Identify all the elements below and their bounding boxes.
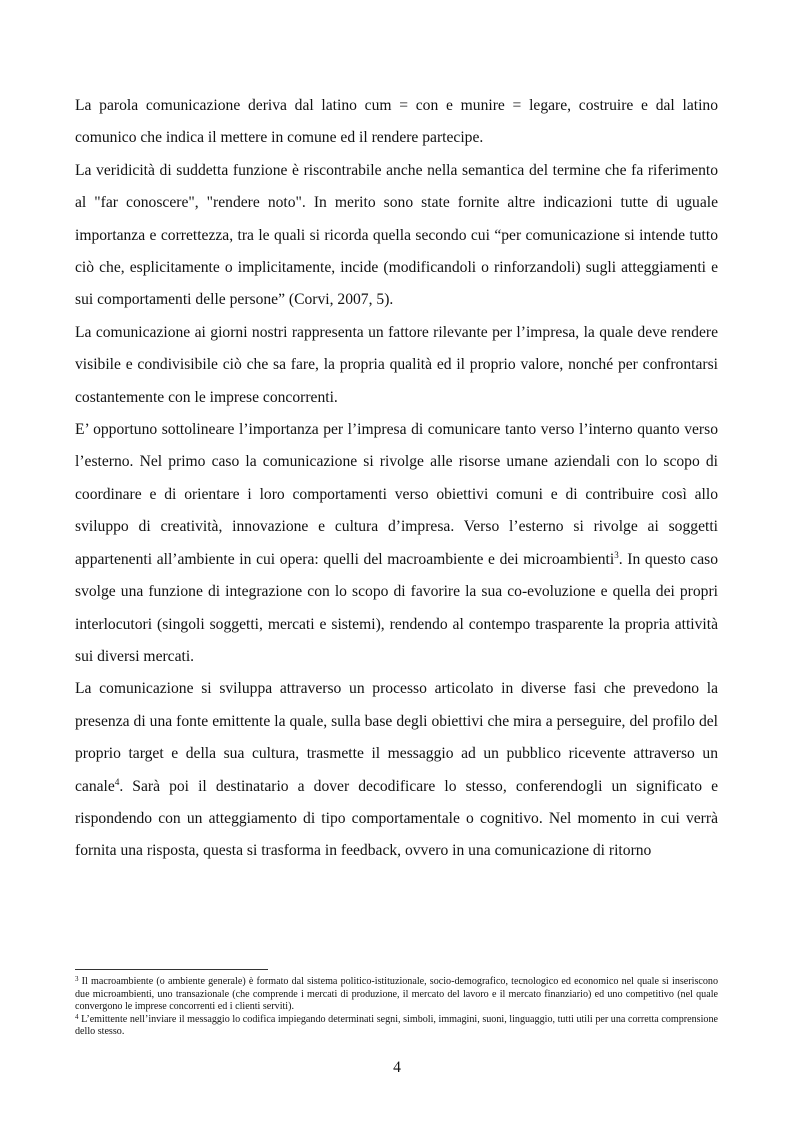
paragraph-text: E’ opportuno sottolineare l’importanza per l’impresa di comunicare tanto verso l’interno quanto verso l’esterno. Nel primo caso la comunicazione si rivolge alle risorse umane aziendali con lo scopo di coordinare e di orientare i loro comportamenti verso obiettivi comuni e di contribuire così allo sviluppo di creatività, innovazione e cultura d’impresa. Verso l’esterno si rivolge ai soggetti appartenenti all’ambiente in cui opera: quelli del macroambiente e dei microambienti (75, 421, 718, 568)
footnote-number: 4 (75, 1012, 79, 1021)
footnote-text: L’emittente nell’inviare il messaggio lo codifica impiegando determinati segni, simboli, immagini, suoni, linguaggio, tutti utili per una corretta comprensione dello stesso. (75, 1013, 718, 1038)
footnote-3 (75, 976, 718, 1014)
paragraph-text: . In questo caso svolge una funzione di integrazione con lo scopo di favorire la sua co-evoluzione e quella dei propri interlocutori (singoli soggetti, mercati e sistemi), rendendo al contempo trasparente la propria attività sui diversi mercati. (75, 550, 718, 665)
footnote-ref-4: 4 (114, 776, 120, 787)
paragraph-process (75, 673, 718, 867)
page-number: 4 (393, 1059, 401, 1076)
paragraph-semantics: La veridicità di suddetta funzione è riscontrabile anche nella semantica del termine che fa riferimento al "far conoscere", "rendere noto". In merito sono state fornite altre indicazioni tutte di uguale importanza e correttezza, tra le quali si ricorda quella secondo cui “per comunicazione si intende tutto ciò che, esplicitamente o implicitamente, incide (modificandoli o rinforzandoli) sugli atteggiamenti e sui comportamenti delle persone” (Corvi, 2007, 5). (75, 161, 718, 309)
paragraph-relevance: La comunicazione ai giorni nostri rappresenta un fattore rilevante per l’impresa, la quale deve rendere visibile e condivisibile ciò che sa fare, la propria qualità ed il proprio valore, nonché per confrontarsi costantemente con le imprese concorrenti. (75, 323, 718, 406)
paragraph-etymology: La parola comunicazione deriva dal latino cum = con e munire = legare, costruire e dal latino comunico che indica il mettere in comune ed il rendere partecipe. (75, 97, 718, 147)
footnote-text: Il macroambiente (o ambiente generale) è formato dal sistema politico-istituzionale, socio-demografico, tecnologico ed economico nel quale si inseriscono due microambienti, uno transazionale (che comprende i mercati di produzione, il mercato del lavoro e il mercato finanziario) ed uno competitivo (nel quale convergono le imprese concorrenti ed i clienti serviti). (75, 976, 718, 1013)
footnote-separator (75, 969, 268, 970)
body-text (75, 90, 718, 868)
paragraph-text: La comunicazione si sviluppa attraverso un processo articolato in diverse fasi che prevedono la presenza di una fonte emittente la quale, sulla base degli obiettivi che mira a perseguire, del profilo del proprio target e della sua cultura, trasmette il messaggio ad un pubblico ricevente attraverso un canale (75, 680, 718, 795)
footnote-ref-3: 3 (614, 549, 619, 560)
paragraph-text: . Sarà poi il destinatario a dover decodificare lo stesso, conferendogli un significato e rispondendo con un atteggiamento di tipo comportamentale o cognitivo. Nel momento in cui verrà fornita una risposta, questa si trasforma in feedback, ovvero in una comunicazione di ritorno (75, 777, 718, 860)
footnote-number: 3 (75, 975, 79, 983)
paragraph-internal-external (75, 414, 718, 673)
footnotes (75, 976, 718, 1039)
footnote-4 (75, 1014, 718, 1039)
